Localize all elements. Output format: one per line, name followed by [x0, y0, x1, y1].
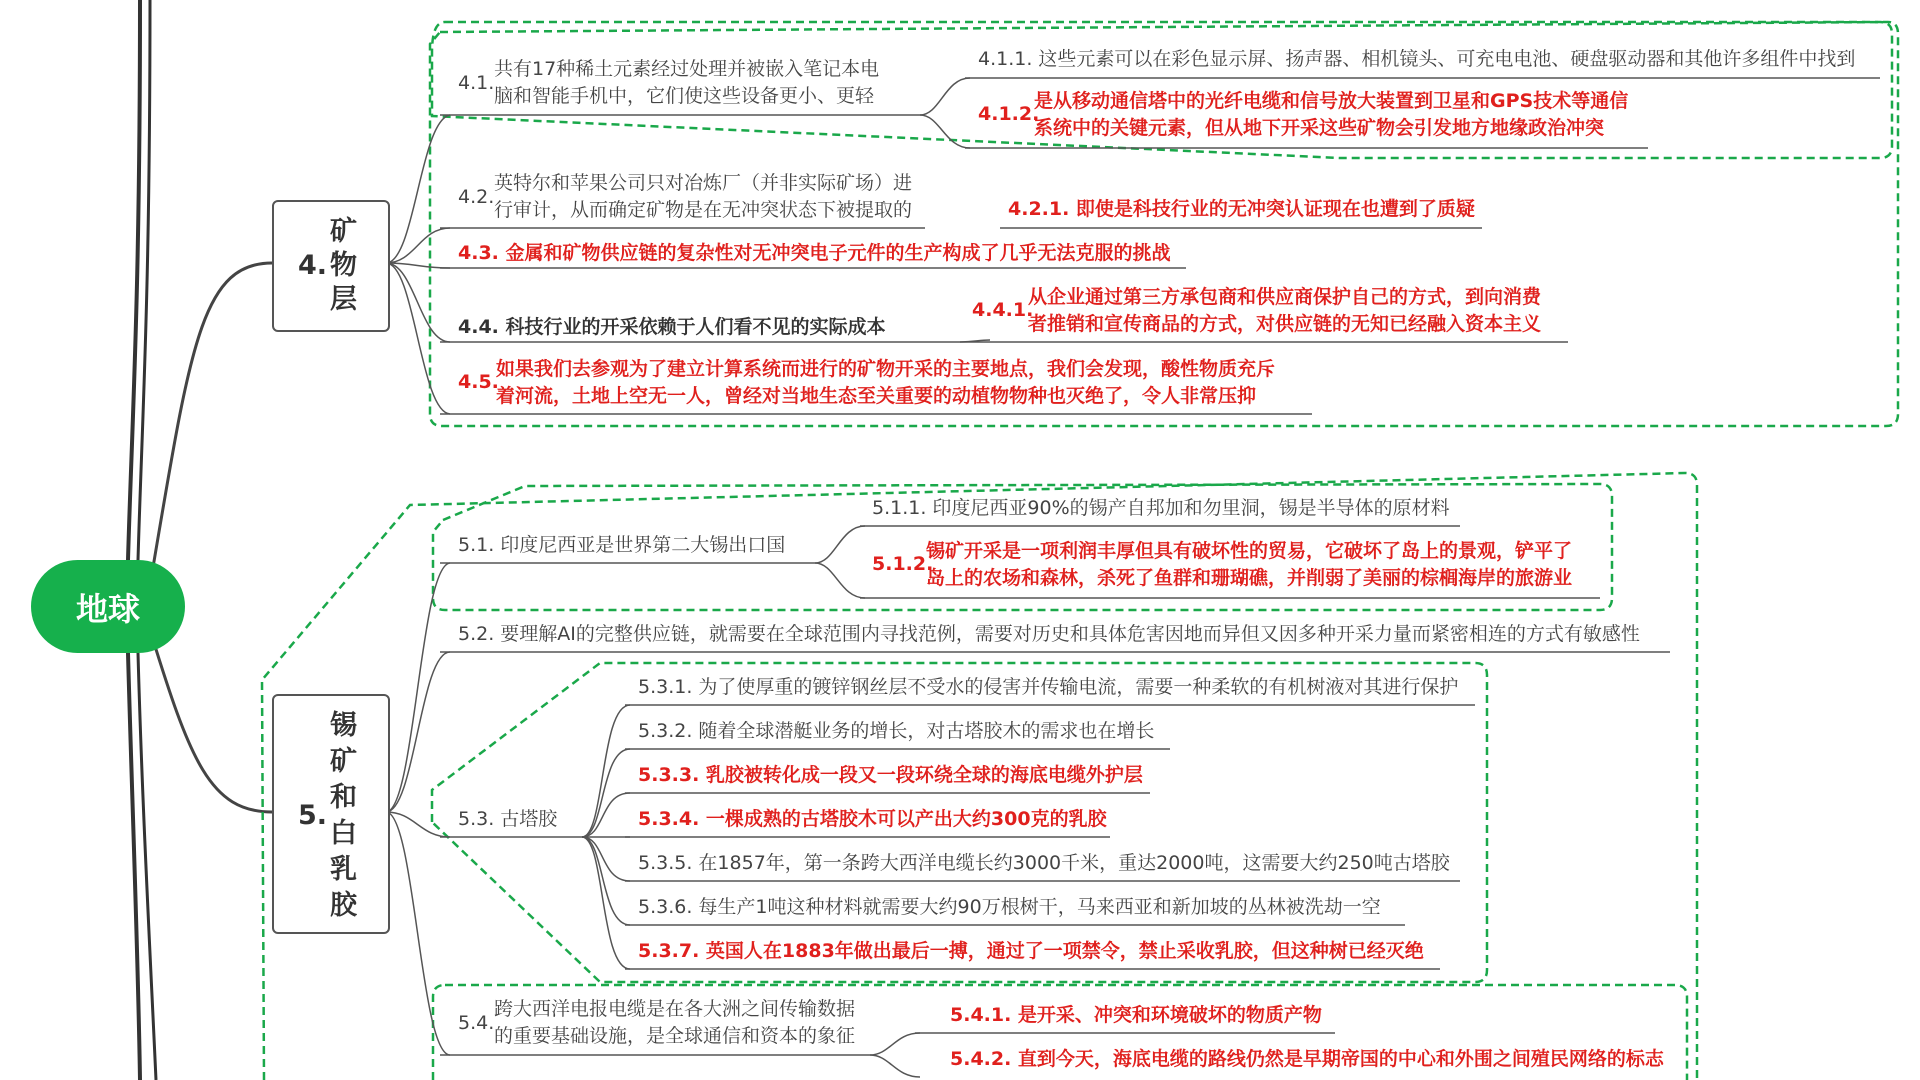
- branch-4-char: 层: [330, 284, 357, 315]
- root-to-5: [150, 630, 272, 812]
- node-4-5[interactable]: [458, 356, 1318, 412]
- root-label: 地球: [75, 589, 140, 628]
- branch-5-char: 胶: [330, 890, 357, 921]
- branch-5-char: 白: [330, 818, 357, 849]
- node-5-3-6[interactable]: 5.3.6. 每生产1吨这种材料就需要大约90万根树干，马来西亚和新加坡的丛林被洗劫一空: [638, 896, 1381, 918]
- branch-node-5[interactable]: [272, 694, 390, 934]
- node-4-2-1[interactable]: 4.2.1. 即使是科技行业的无冲突认证现在也遭到了质疑: [1008, 198, 1475, 220]
- node-5-4-2[interactable]: 5.4.2. 直到今天，海底电缆的路线仍然是早期帝国的中心和外围之间殖民网络的标志: [950, 1048, 1664, 1070]
- branch-5-char: 乳: [330, 854, 357, 885]
- node-5-1-2-num: 5.1.2.: [872, 553, 934, 575]
- node-4-4-1-num: 4.4.1.: [972, 299, 1034, 321]
- node-4-1-num: 4.1.: [458, 72, 495, 94]
- node-5-4-1[interactable]: 5.4.1. 是开采、冲突和环境破坏的物质产物: [950, 1004, 1322, 1026]
- node-5-1[interactable]: 5.1. 印度尼西亚是世界第二大锡出口国: [458, 534, 786, 556]
- root-node[interactable]: [31, 560, 185, 653]
- node-5-4-line2: 的重要基础设施，是全球通信和资本的象征: [494, 1025, 856, 1047]
- node-5-4[interactable]: [458, 996, 878, 1052]
- branch-5-char: 锡: [330, 710, 357, 741]
- node-4-5-line1: 如果我们去参观为了建立计算系统而进行的矿物开采的主要地点，我们会发现，酸性物质充斥: [496, 358, 1276, 380]
- node-5-3-4[interactable]: 5.3.4. 一棵成熟的古塔胶木可以产出大约300克的乳胶: [638, 808, 1107, 830]
- trunk-line-3: [128, 653, 140, 1080]
- node-5-1-2-line1: 锡矿开采是一项利润丰厚但具有破坏性的贸易，它破坏了岛上的景观，铲平了: [926, 540, 1573, 562]
- node-5-1-2[interactable]: [872, 538, 1602, 594]
- node-4-5-line2: 着河流，土地上空无一人，曾经对当地生态至关重要的动植物物种也灭绝了，令人非常压抑: [496, 385, 1257, 407]
- node-5-3-1[interactable]: 5.3.1. 为了使厚重的镀锌钢丝层不受水的侵害并传输电流，需要一种柔软的有机树液对其进行保护: [638, 676, 1459, 698]
- node-4-1-2[interactable]: [978, 88, 1658, 144]
- node-4-2-line1: 英特尔和苹果公司只对冶炼厂（并非实际矿场）进: [494, 172, 913, 194]
- node-4-3[interactable]: 4.3. 金属和矿物供应链的复杂性对无冲突电子元件的生产构成了几乎无法克服的挑战: [458, 242, 1171, 264]
- branch-4-char: 矿: [330, 216, 357, 247]
- node-4-1-line2: 脑和智能手机中，它们使这些设备更小、更轻: [494, 85, 875, 107]
- node-5-1-2-line2: 岛上的农场和森林，杀死了鱼群和珊瑚礁，并削弱了美丽的棕榈海岸的旅游业: [926, 567, 1573, 589]
- node-4-2-line2: 行审计，从而确定矿物是在无冲突状态下被提取的: [494, 199, 913, 221]
- node-4-4-1-line2: 者推销和宣传商品的方式，对供应链的无知已经融入资本主义: [1028, 313, 1542, 335]
- branch-node-4[interactable]: [272, 200, 390, 332]
- node-5-4-line1: 跨大西洋电报电缆是在各大洲之间传输数据: [494, 998, 856, 1020]
- trunk-line-4: [138, 653, 156, 1080]
- branch-5-num: 5.: [298, 800, 328, 831]
- node-5-3[interactable]: 5.3. 古塔胶: [458, 808, 558, 830]
- node-4-1-line1: 共有17种稀土元素经过处理并被嵌入笔记本电: [494, 58, 880, 80]
- node-4-1-2-line2: 系统中的关键元素，但从地下开采这些矿物会引发地方地缘政治冲突: [1034, 117, 1605, 139]
- branch-4-char: 物: [330, 250, 357, 281]
- node-4-1[interactable]: [458, 56, 898, 112]
- node-5-3-5[interactable]: 5.3.5. 在1857年，第一条跨大西洋电缆长约3000千米，重达2000吨，这需要大约250吨古塔胶: [638, 852, 1450, 874]
- node-4-5-num: 4.5.: [458, 371, 499, 393]
- node-4-1-1[interactable]: 4.1.1. 这些元素可以在彩色显示屏、扬声器、相机镜头、可充电电池、硬盘驱动器和其他许多组件中找到: [978, 48, 1856, 70]
- node-5-4-num: 5.4.: [458, 1012, 495, 1034]
- node-5-3-3[interactable]: 5.3.3. 乳胶被转化成一段又一段环绕全球的海底电缆外护层: [638, 764, 1143, 786]
- root-to-4: [150, 263, 272, 585]
- node-5-1-1[interactable]: 5.1.1. 印度尼西亚90%的锡产自邦加和勿里洞，锡是半导体的原材料: [872, 497, 1450, 519]
- node-4-2[interactable]: [458, 170, 928, 226]
- node-4-4-1[interactable]: [972, 284, 1572, 340]
- node-4-1-2-num: 4.1.2.: [978, 103, 1040, 125]
- branch-5-char: 和: [330, 782, 357, 813]
- trunk-line-1: [128, 0, 140, 560]
- node-4-1-2-line1: 是从移动通信塔中的光纤电缆和信号放大装置到卫星和GPS技术等通信: [1034, 90, 1629, 112]
- node-5-3-7[interactable]: 5.3.7. 英国人在1883年做出最后一搏，通过了一项禁令，禁止采收乳胶，但这种树已经灭绝: [638, 940, 1424, 962]
- node-5-3-2[interactable]: 5.3.2. 随着全球潜艇业务的增长，对古塔胶木的需求也在增长: [638, 720, 1155, 742]
- branch-5-char: 矿: [330, 746, 357, 777]
- node-4-4[interactable]: 4.4. 科技行业的开采依赖于人们看不见的实际成本: [458, 316, 886, 338]
- node-4-2-num: 4.2.: [458, 186, 495, 208]
- branch-4-num: 4.: [298, 250, 328, 281]
- node-4-4-1-line1: 从企业通过第三方承包商和供应商保护自己的方式，到向消费: [1028, 286, 1542, 308]
- node-5-2[interactable]: 5.2. 要理解AI的完整供应链，就需要在全球范围内寻找范例，需要对历史和具体危害因地而异但又因多种开采力量而紧密相连的方式有敏感性: [458, 623, 1640, 645]
